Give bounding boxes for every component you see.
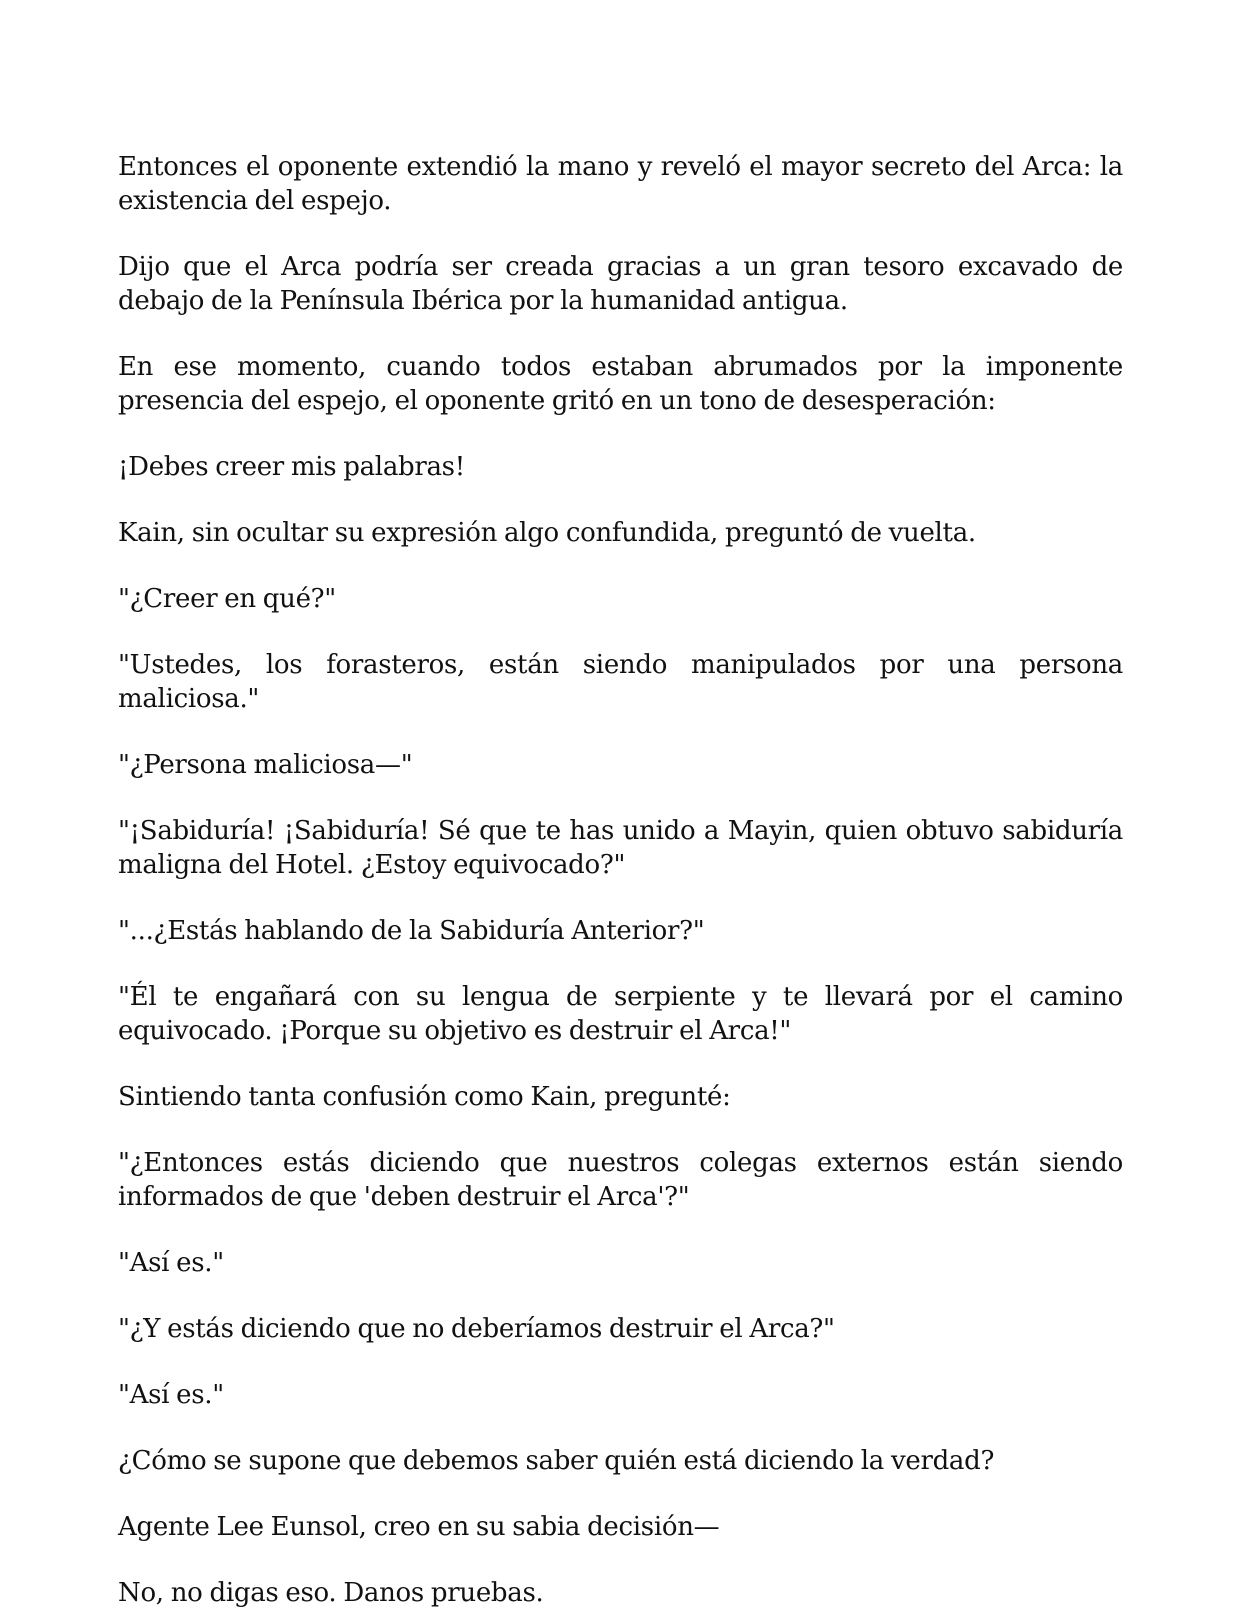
paragraph: "Él te engañará con su lengua de serpiente y te llevará por el camino equivocado. ¡Porque su objetivo es destruir el Arca!" <box>118 982 1123 1046</box>
paragraph: "...¿Estás hablando de la Sabiduría Anterior?" <box>118 916 705 946</box>
paragraph: Sintiendo tanta confusión como Kain, pregunté: <box>118 1082 731 1112</box>
paragraph: "Así es." <box>118 1380 224 1410</box>
paragraph: "Así es." <box>118 1248 224 1278</box>
paragraph: En ese momento, cuando todos estaban abrumados por la imponente presencia del espejo, el oponente gritó en un tono de desesperación: <box>118 352 1123 416</box>
paragraph: "¿Creer en qué?" <box>118 584 336 614</box>
paragraph: "¡Sabiduría! ¡Sabiduría! Sé que te has unido a Mayin, quien obtuvo sabiduría maligna del Hotel. ¿Estoy equivocado?" <box>118 816 1123 880</box>
paragraph: "¿Y estás diciendo que no deberíamos destruir el Arca?" <box>118 1314 835 1344</box>
paragraph: ¿Cómo se supone que debemos saber quién está diciendo la verdad? <box>118 1446 995 1476</box>
paragraph: "Ustedes, los forasteros, están siendo manipulados por una persona maliciosa." <box>118 650 1123 714</box>
paragraph: Agente Lee Eunsol, creo en su sabia decisión— <box>118 1512 720 1542</box>
paragraph: "¿Persona maliciosa—" <box>118 750 413 780</box>
paragraph: Dijo que el Arca podría ser creada gracias a un gran tesoro excavado de debajo de la Península Ibérica por la humanidad antigua. <box>118 252 1123 316</box>
paragraph: No, no digas eso. Danos pruebas. <box>118 1578 544 1608</box>
paragraph: "¿Entonces estás diciendo que nuestros colegas externos están siendo informados de que 'deben destruir el Arca'?" <box>118 1148 1123 1212</box>
body-text <box>118 150 1123 1610</box>
paragraph: ¡Debes creer mis palabras! <box>118 452 465 482</box>
paragraph: Entonces el oponente extendió la mano y reveló el mayor secreto del Arca: la existencia del espejo. <box>118 152 1123 216</box>
paragraph: Kain, sin ocultar su expresión algo confundida, preguntó de vuelta. <box>118 518 976 548</box>
